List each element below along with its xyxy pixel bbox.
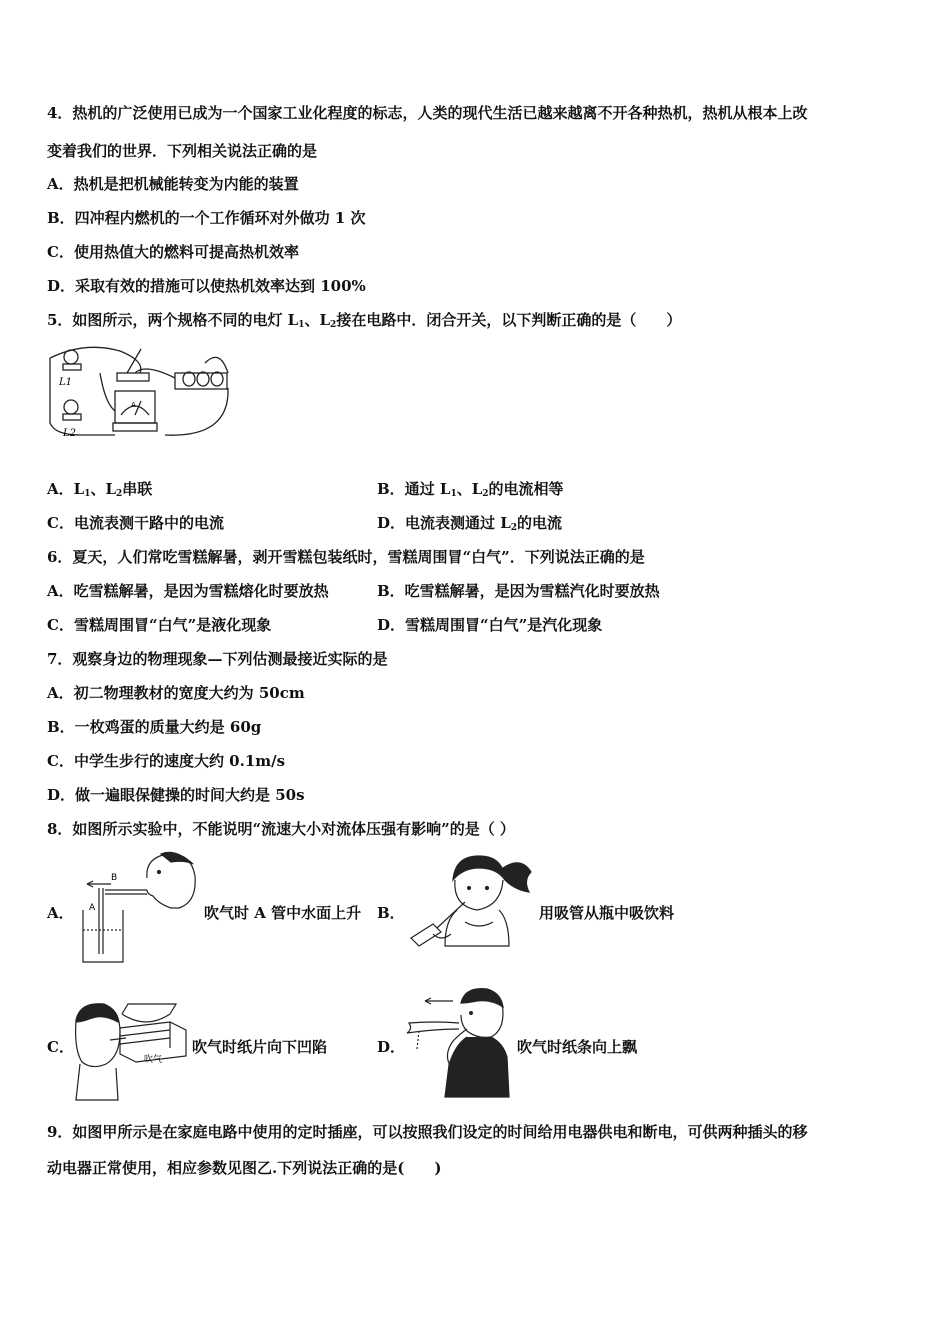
q5-option-a-part1: A．L (47, 480, 85, 498)
q8-stem: 8．如图所示实验中，不能说明“流速大小对流体压强有影响”的是（ ） (47, 820, 515, 838)
q5-option-d-sub: 2 (510, 523, 518, 533)
q6-option-c: C．雪糕周围冒“白气”是液化现象 (47, 616, 272, 634)
q5-option-a-sub1: 1 (84, 489, 91, 499)
q7-option-c: C．中学生步行的速度大约 0.1m/s (47, 752, 286, 770)
q5-stem-sub2: 2 (330, 320, 337, 330)
q8-figure-a-label-a: A (89, 903, 96, 913)
q5-option-a (47, 479, 152, 504)
q9-stem-line2: 动电器正常使用，相应参数见图乙.下列说法正确的是( ) (47, 1159, 442, 1177)
q6-option-b: B．吃雪糕解暑，是因为雪糕汽化时要放热 (377, 582, 660, 600)
q5-figure-ammeter-label: A (131, 401, 136, 409)
q8-option-b-text: 用吸管从瓶中吸饮料 (539, 904, 675, 922)
q5-circuit-figure (45, 343, 235, 443)
q6-option-d: D．雪糕周围冒“白气”是汽化现象 (377, 616, 603, 634)
q8-option-b-figure (405, 850, 535, 968)
q5-option-d (377, 513, 562, 538)
q7-stem: 7．观察身边的物理现象—下列估测最接近实际的是 (47, 650, 388, 668)
q6-stem: 6．夏天，人们常吃雪糕解暑，剥开雪糕包装纸时，雪糕周围冒“白气”．下列说法正确的是 (47, 548, 645, 566)
q4-option-c: C．使用热值大的燃料可提高热机效率 (47, 243, 299, 261)
q8-option-d-figure (405, 985, 515, 1103)
q6-option-a: A．吃雪糕解暑，是因为雪糕熔化时要放热 (47, 582, 329, 600)
q5-option-c: C．电流表测干路中的电流 (47, 514, 224, 532)
q7-option-b: B．一枚鸡蛋的质量大约是 60g (47, 718, 262, 736)
q4-stem-line1: 4．热机的广泛使用已成为一个国家工业化程度的标志，人类的现代生活已越来越离不开各种热机，热机从根本上改 (47, 104, 808, 122)
q8-option-c-figure (70, 1000, 190, 1104)
q5-option-b-part1: B．通过 L (377, 480, 451, 498)
q8-option-d-label: D． (377, 1038, 406, 1056)
q5-option-b-part2: 、L (456, 480, 483, 498)
q5-option-b (377, 479, 564, 504)
q7-option-a: A．初二物理教材的宽度大约为 50cm (47, 684, 305, 702)
q5-option-b-sub2: 2 (482, 489, 489, 499)
q7-option-d: D．做一遍眼保健操的时间大约是 50s (47, 786, 305, 804)
q4-option-b: B．四冲程内燃机的一个工作循环对外做功 1 次 (47, 209, 366, 227)
q8-option-d-text: 吹气时纸条向上飘 (517, 1038, 638, 1056)
q8-option-b-label: B． (377, 904, 405, 922)
q5-stem-part3: 接在电路中．闭合开关，以下判断正确的是（ ） (336, 311, 682, 329)
q5-option-a-sub2: 2 (116, 489, 123, 499)
q8-option-c-text: 吹气时纸片向下凹陷 (192, 1038, 328, 1056)
q5-option-b-part3: 的电流相等 (488, 480, 564, 498)
q8-option-a-text: 吹气时 A 管中水面上升 (204, 904, 362, 922)
q5-option-d-part2: 的电流 (517, 514, 563, 532)
q8-option-a-label: A． (47, 904, 74, 922)
q5-stem-part1: 5．如图所示，两个规格不同的电灯 L (47, 311, 299, 329)
q5-option-d-part1: D．电流表测通过 L (377, 514, 511, 532)
q5-stem-sub1: 1 (298, 320, 305, 330)
q5-stem-part2: 、L (304, 311, 331, 329)
q8-figure-c-label: 吹气 (144, 1055, 163, 1065)
q4-option-a: A．热机是把机械能转变为内能的装置 (47, 175, 299, 193)
q8-option-c-label: C． (47, 1038, 74, 1056)
q5-stem (47, 310, 681, 335)
q4-stem-line2: 变着我们的世界．下列相关说法正确的是 (47, 142, 318, 160)
q5-option-a-part3: 串联 (122, 480, 153, 498)
q9-stem-line1: 9．如图甲所示是在家庭电路中使用的定时插座，可以按照我们设定的时间给用电器供电和断电，可供两种插头的移 (47, 1123, 808, 1141)
q5-figure-label-l1: L1 (59, 377, 73, 388)
q5-option-a-part2: 、L (90, 480, 117, 498)
q5-figure-label-l2: L2 (63, 428, 77, 439)
q5-option-b-sub1: 1 (450, 489, 457, 499)
q4-option-d: D．采取有效的措施可以使热机效率达到 100% (47, 277, 366, 295)
q8-option-a-figure (75, 850, 200, 968)
q8-figure-a-label-b: B (111, 873, 118, 883)
